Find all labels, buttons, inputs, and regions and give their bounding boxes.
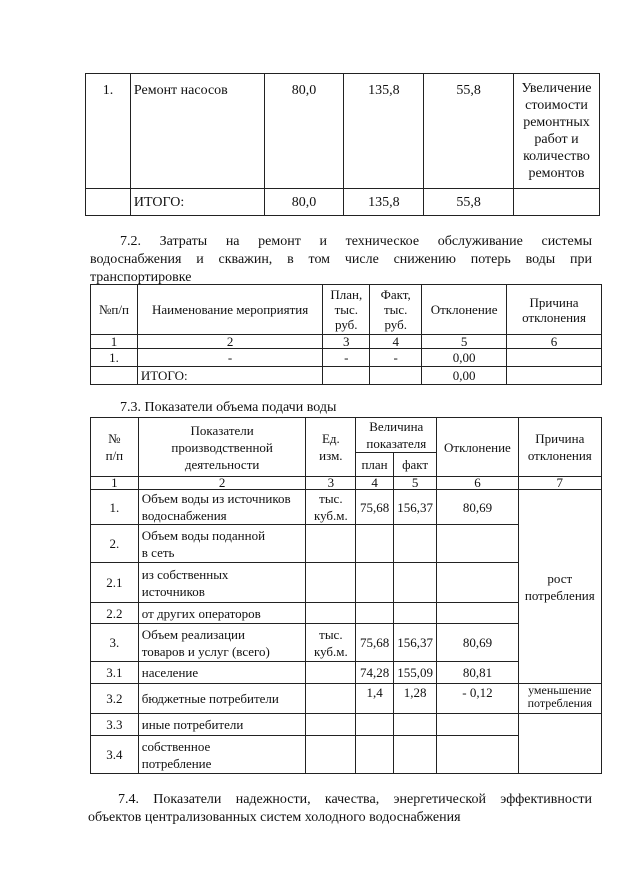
- plan-value: 75,68: [356, 624, 394, 662]
- fact-value: [393, 563, 436, 603]
- unit-value: [306, 490, 356, 525]
- name-line: потребление: [141, 755, 212, 771]
- reason-line: потребления: [524, 587, 595, 603]
- fact-value: [393, 525, 436, 563]
- reason-line: ремонтных: [523, 115, 590, 130]
- deviation-reason: [514, 74, 600, 189]
- header-fact: факт: [393, 453, 436, 477]
- row-number: 2.: [91, 525, 139, 563]
- header-reason: [518, 418, 601, 477]
- plan-value: 80,0: [264, 189, 344, 216]
- header-deviation: Отклонение: [437, 418, 518, 477]
- row-name: [138, 624, 306, 662]
- row-number: 2.1: [91, 563, 139, 603]
- section-7-2-text: [90, 233, 592, 287]
- reason-line: Увеличение: [521, 81, 592, 96]
- header-deviation: Отклонение: [422, 285, 507, 335]
- deviation-value: [437, 736, 518, 774]
- reason-line: потребления: [527, 696, 593, 710]
- name-line: Объем воды из источников: [141, 491, 291, 506]
- deviation-value: 80,81: [437, 662, 518, 684]
- water-supply-volume-table: [90, 417, 602, 774]
- header-line: руб.: [335, 317, 358, 332]
- plan-value: [356, 603, 394, 624]
- deviation-value: [437, 563, 518, 603]
- plan-value: [356, 563, 394, 603]
- header-value: [356, 418, 437, 453]
- deviation-reason: [518, 714, 601, 774]
- section-7-4-text: [88, 791, 592, 827]
- column-number: 6: [437, 477, 518, 490]
- plan-value: [356, 736, 394, 774]
- fact-value: 135,8: [344, 189, 424, 216]
- row-number: 3.: [91, 624, 139, 662]
- plan-value: 74,28: [356, 662, 394, 684]
- unit-value: [306, 563, 356, 603]
- deviation-value: 80,69: [437, 624, 518, 662]
- header-line: №: [108, 431, 121, 446]
- row-number: 1.: [91, 349, 138, 367]
- unit-value: [306, 662, 356, 684]
- unit-value: [306, 714, 356, 736]
- column-number: 2: [138, 477, 306, 490]
- header-line: Показатели: [190, 422, 254, 438]
- fact-value: 156,37: [393, 490, 436, 525]
- text-line: 7.4. Показатели надежности, качества, энергетической эффективности: [118, 792, 592, 807]
- column-number: 5: [393, 477, 436, 490]
- table-row: [91, 490, 602, 525]
- deviation-value: 80,69: [437, 490, 518, 525]
- column-number-row: [91, 477, 602, 490]
- row-name: [138, 736, 306, 774]
- text-line: водоснабжения и скважин, в том числе снижению потерь воды при: [90, 252, 592, 267]
- table-row: [91, 714, 602, 736]
- text-line: объектов централизованных систем холодного водоснабжения: [88, 810, 461, 825]
- unit-line: тыс.: [319, 626, 343, 642]
- row-name: [138, 525, 306, 563]
- header-line: Величина: [369, 419, 424, 434]
- fact-value: [393, 603, 436, 624]
- header-line: производственной: [171, 439, 273, 455]
- row-name: [138, 714, 306, 736]
- header-line: изм.: [319, 448, 343, 463]
- fact-value: 135,8: [344, 74, 424, 189]
- text-line: 7.2. Затраты на ремонт и техническое обслуживание системы: [120, 234, 592, 249]
- total-row: [91, 367, 602, 385]
- plan-value: [323, 367, 370, 385]
- name-line: бюджетные потребители: [141, 691, 279, 706]
- row-number: [91, 367, 138, 385]
- reason-line: ремонтов: [528, 166, 585, 181]
- header-line: п/п: [105, 448, 124, 463]
- fact-value: [393, 714, 436, 736]
- header-row: [91, 418, 602, 453]
- header-unit: [306, 418, 356, 477]
- name-line: в сеть: [141, 544, 175, 560]
- unit-line: куб.м.: [313, 508, 348, 523]
- table-row: [86, 74, 600, 189]
- header-line: отклонения: [527, 448, 592, 463]
- column-number: 7: [518, 477, 601, 490]
- deviation-value: - 0,12: [437, 684, 518, 714]
- deviation-value: 55,8: [424, 189, 514, 216]
- deviation-value: 55,8: [424, 74, 514, 189]
- header-line: План,: [330, 287, 363, 302]
- reason-growth: [518, 490, 601, 684]
- name-line: Объем реализации: [141, 626, 245, 642]
- deviation-value: [437, 714, 518, 736]
- fact-value: [393, 736, 436, 774]
- reason-line: стоимости: [525, 98, 588, 113]
- header-line: Причина: [535, 431, 585, 446]
- name-line: собственное: [141, 738, 211, 754]
- row-number: 3.1: [91, 662, 139, 684]
- name-line: источников: [141, 583, 205, 599]
- column-number: 2: [137, 335, 322, 349]
- name-line: товаров и услуг (всего): [141, 643, 270, 659]
- row-name: [138, 563, 306, 603]
- reason-line: работ и: [534, 132, 579, 147]
- name-line: Объем воды поданной: [141, 527, 266, 543]
- repair-costs-table: [85, 73, 600, 216]
- deviation-value: 0,00: [422, 349, 507, 367]
- plan-value: 80,0: [264, 74, 344, 189]
- plan-value: [356, 525, 394, 563]
- header-row: [91, 285, 602, 335]
- reason-line: рост: [547, 570, 573, 586]
- name-line: от других операторов: [141, 605, 261, 621]
- column-number: 5: [422, 335, 507, 349]
- header-num: №п/п: [91, 285, 138, 335]
- row-name: [138, 684, 306, 714]
- header-line: отклонения: [522, 309, 586, 325]
- name-line: из собственных: [141, 566, 229, 582]
- deviation-value: [437, 603, 518, 624]
- column-number: 4: [356, 477, 394, 490]
- header-line: показателя: [366, 436, 427, 451]
- unit-value: [306, 603, 356, 624]
- header-line: деятельности: [184, 456, 260, 472]
- fact-value: -: [370, 349, 422, 367]
- row-number: 1.: [86, 74, 131, 189]
- row-number: 3.2: [91, 684, 139, 714]
- row-name: -: [137, 349, 322, 367]
- unit-line: куб.м.: [313, 643, 348, 659]
- fact-value: 156,37: [393, 624, 436, 662]
- column-number-row: [91, 335, 602, 349]
- unit-value: [306, 684, 356, 714]
- row-number: 1.: [91, 490, 139, 525]
- header-reason: [507, 285, 602, 335]
- plan-value: -: [323, 349, 370, 367]
- text-line: транспортировке: [90, 270, 192, 285]
- unit-value: [306, 624, 356, 662]
- column-number: 4: [370, 335, 422, 349]
- header-indicator: [138, 418, 306, 477]
- header-name: Наименование мероприятия: [137, 285, 322, 335]
- row-number: 3.4: [91, 736, 139, 774]
- unit-value: [306, 736, 356, 774]
- row-number: [86, 189, 131, 216]
- plan-value: [356, 714, 394, 736]
- name-line: население: [141, 665, 199, 680]
- row-name: [138, 603, 306, 624]
- unit-value: [306, 525, 356, 563]
- header-line: Причина: [529, 294, 579, 310]
- plan-value: 1,4: [356, 684, 394, 714]
- deviation-reason: [507, 349, 602, 367]
- plan-value: 75,68: [356, 490, 394, 525]
- fact-value: 155,09: [393, 662, 436, 684]
- column-number: 3: [323, 335, 370, 349]
- row-number: 2.2: [91, 603, 139, 624]
- total-label: ИТОГО:: [137, 367, 322, 385]
- header-plan: план: [356, 453, 394, 477]
- table-row: [91, 349, 602, 367]
- header-line: тыс.: [383, 302, 408, 317]
- column-number: 6: [507, 335, 602, 349]
- name-line: водоснабжения: [141, 508, 227, 523]
- total-row: [86, 189, 600, 216]
- deviation-value: 0,00: [422, 367, 507, 385]
- row-name: Ремонт насосов: [130, 74, 264, 189]
- unit-line: тыс.: [319, 491, 343, 506]
- column-number: 3: [306, 477, 356, 490]
- total-label: ИТОГО:: [130, 189, 264, 216]
- name-line: иные потребители: [141, 717, 244, 732]
- header-line: тыс.: [334, 302, 358, 317]
- row-name: [138, 662, 306, 684]
- deviation-reason: [507, 367, 602, 385]
- maintenance-costs-table: [90, 284, 602, 385]
- reason-line: уменьшение: [528, 683, 592, 697]
- deviation-value: [437, 525, 518, 563]
- column-number: 1: [91, 477, 139, 490]
- section-7-3-title: 7.3. Показатели объема подачи воды: [120, 400, 337, 415]
- header-num: [91, 418, 139, 477]
- header-line: руб.: [384, 317, 407, 332]
- deviation-reason: [514, 189, 600, 216]
- reason-line: количество: [523, 149, 590, 164]
- fact-value: [370, 367, 422, 385]
- row-name: [138, 490, 306, 525]
- header-line: Ед.: [321, 431, 340, 446]
- header-line: Факт,: [380, 287, 411, 302]
- header-fact: [370, 285, 422, 335]
- header-plan: [323, 285, 370, 335]
- fact-value: 1,28: [393, 684, 436, 714]
- row-number: 3.3: [91, 714, 139, 736]
- column-number: 1: [91, 335, 138, 349]
- reason-decrease: [518, 684, 601, 714]
- table-row: [91, 684, 602, 714]
